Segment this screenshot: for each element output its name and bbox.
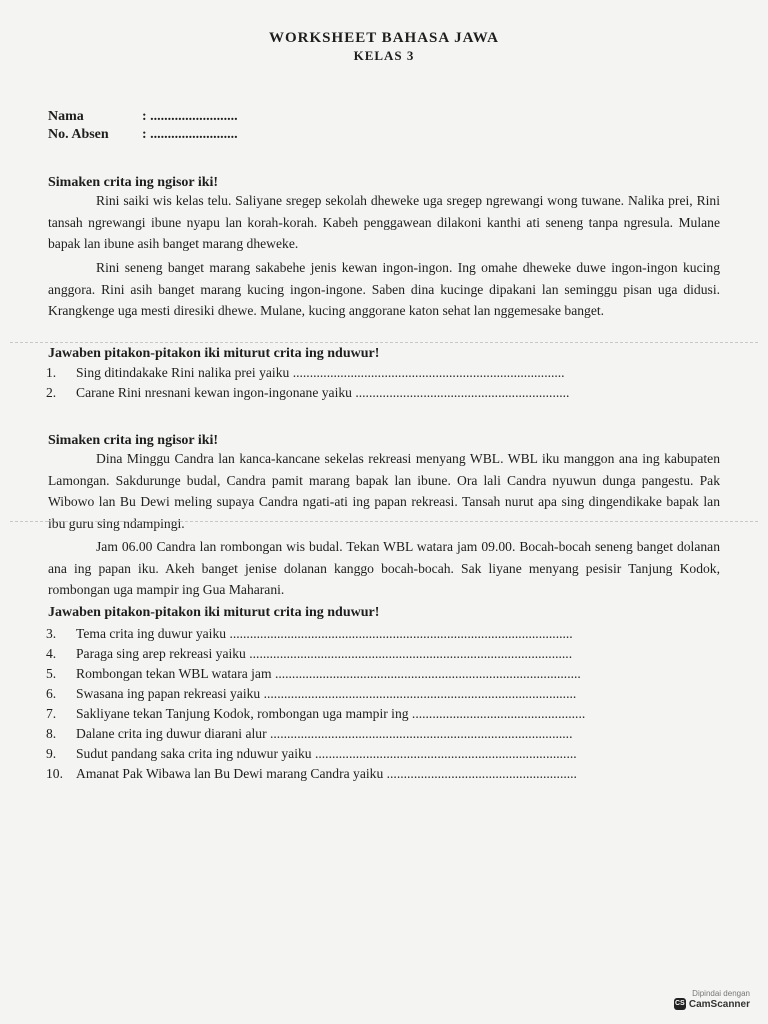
question-item [46,644,646,664]
camscanner-logo-icon: CS [674,998,686,1010]
section2-heading: Simaken crita ing ngisor iki! [48,433,219,448]
question-text: Sudut pandang saka crita ing nduwur yaiku ............................................................................. [76,746,577,761]
question-text: Rombongan tekan WBL watara jam .......................................................................................... [76,666,581,681]
question-text: Sing ditindakake Rini nalika prei yaiku ................................................................................ [76,365,565,380]
question-number: 10. [46,766,63,781]
question-item [46,664,646,684]
absen-field [48,127,238,143]
watermark-caption: Dipindai dengan [692,989,750,998]
section1-question-list [46,363,646,403]
question-text: Sakliyane tekan Tanjung Kodok, rombongan uga mampir ing ................................................... [76,706,586,721]
question-item [46,684,646,704]
camscanner-watermark [674,989,750,1010]
question-text: Paraga sing arep rekreasi yaiku ............................................................................................... [76,646,573,661]
question-item [46,764,646,784]
question-item [46,724,646,744]
question-item [46,383,646,403]
worksheet-title: WORKSHEET BAHASA JAWA [269,30,499,46]
question-text: Amanat Pak Wibawa lan Bu Dewi marang Candra yaiku ........................................................ [76,766,577,781]
question-item [46,363,646,383]
absen-blank: : ......................... [142,127,238,142]
name-blank: : ......................... [142,109,238,124]
question-number: 7. [46,706,57,721]
watermark-brand-name: CamScanner [688,998,750,1010]
question-number: 6. [46,686,57,701]
section2-paragraph-1-text: Dina Minggu Candra lan kanca-kancane sekelas rekreasi menyang WBL. WBL iku manggon ana ing kabupaten Lamongan. Sakdurunge budal, Candra pamit marang bapak lan ibune. Ora lali Candra nyuwun dunga pangestu. Pak Wibowo lan Bu Dewi meling supaya Candra ngati-ati ing papan rekreasi. Tansah nurut apa sing dingendikake bapak lan ibu guru sing ndampingi. [48,451,720,531]
section1-heading: Simaken crita ing ngisor iki! [48,175,219,190]
watermark-brand [674,998,750,1010]
section1-paragraph-1 [48,190,720,255]
section2-question-list [46,624,646,784]
question-number: 9. [46,746,57,761]
section2-question-heading: Jawaben pitakon-pitakon iki miturut crita ing nduwur! [48,605,380,620]
question-text: Dalane crita ing duwur diarani alur ......................................................................................... [76,726,573,741]
question-text: Carane Rini nresnani kewan ingon-ingonane yaiku ............................................................... [76,385,570,400]
question-number: 1. [46,365,57,380]
question-number: 3. [46,626,57,641]
scan-artifact-line [10,342,758,343]
section1-paragraph-2-text: Rini seneng banget marang sakabehe jenis kewan ingon-ingon. Ing omahe dheweke duwe ingon-ingon kucing anggora. Rini asih banget marang kucing ingon-ingone. Saben dina kucinge dipakani lan seminggu pisan uga didusi. Krangkenge uga mesti diresiki dhewe. Mulane, kucing anggorane katon sehat lan nggemesake banget. [48,260,720,318]
section2-paragraph-2 [48,536,720,601]
name-label: Nama [48,109,84,124]
question-item [46,624,646,644]
section1-paragraph-2 [48,257,720,322]
question-item [46,744,646,764]
question-text: Swasana ing papan rekreasi yaiku ............................................................................................ [76,686,577,701]
scan-artifact-line [10,521,758,522]
section1-paragraph-1-text: Rini saiki wis kelas telu. Saliyane sregep sekolah dheweke uga sregep ngrewangi wong tuwane. Nalika prei, Rini tansah ngrewangi ibune nyapu lan korah-korah. Kabeh penggawean dilakoni kanthi ati seneng tanpa ngresula. Mulane bapak lan ibune asih banget marang dheweke. [48,193,720,251]
worksheet-subtitle: KELAS 3 [353,48,415,63]
question-number: 8. [46,726,57,741]
question-text: Tema crita ing duwur yaiku ..................................................................................................... [76,626,573,641]
question-number: 2. [46,385,57,400]
section1-question-heading: Jawaben pitakon-pitakon iki miturut crita ing nduwur! [48,346,380,361]
question-number: 4. [46,646,57,661]
section2-paragraph-2-text: Jam 06.00 Candra lan rombongan wis budal. Tekan WBL watara jam 09.00. Bocah-bocah seneng banget dolanan ana ing papan iku. Akeh banget jenise dolanan kanggo bocah-bocah. Sak liyane menyang pesisir Tanjung Kodok, rombongan uga mampir ing Gua Maharani. [48,539,720,597]
absen-label: No. Absen [48,127,109,142]
question-item [46,704,646,724]
name-field [48,109,238,125]
question-number: 5. [46,666,57,681]
